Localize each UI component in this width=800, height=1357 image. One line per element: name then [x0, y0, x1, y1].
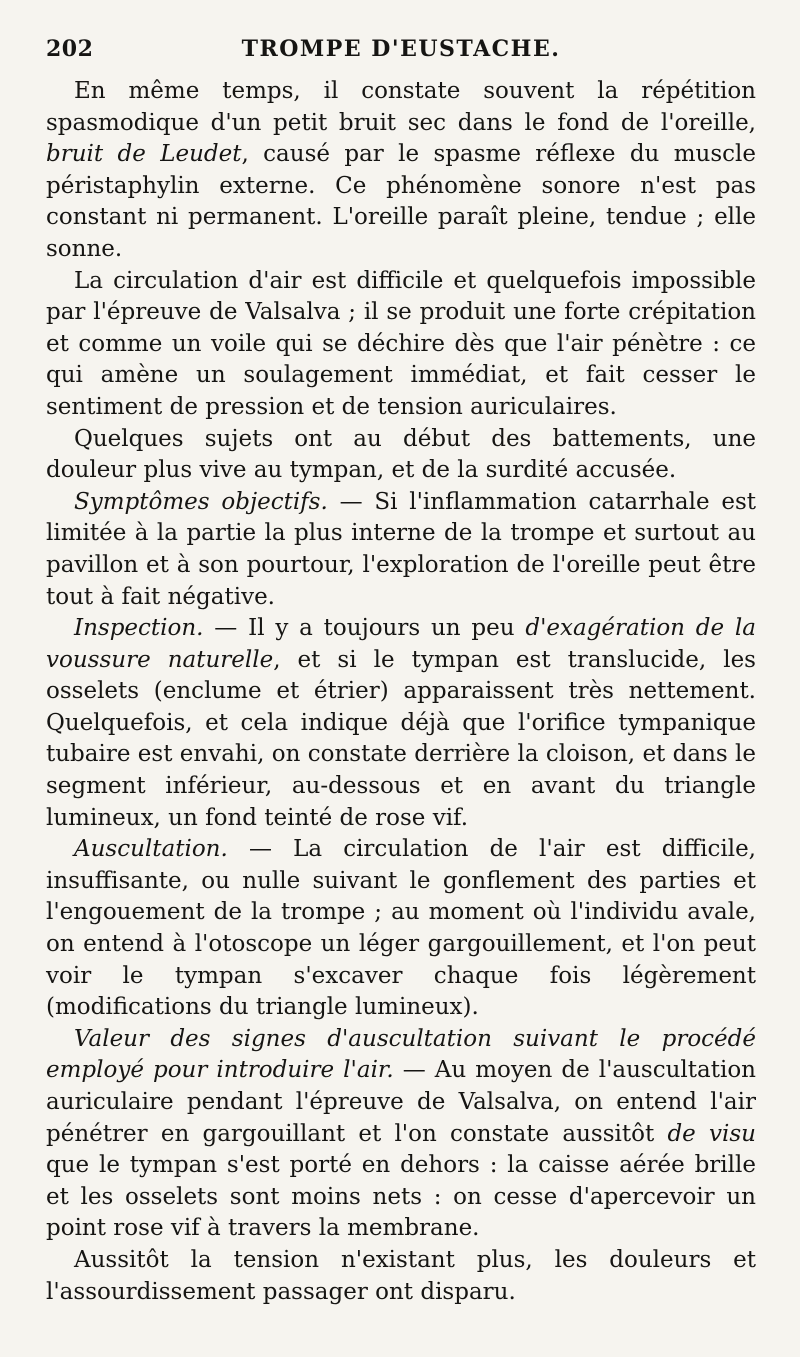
- text-run: que le tympan s'est porté en dehors : la caisse aérée brille et les osselets sont moins nets : on cesse d'apercevoir un point rose vif à travers la membrane.: [46, 1152, 756, 1242]
- text-run: — Au moyen de l'auscultation auriculaire pendant l'épreuve de Valsalva, on entend l'air pénétrer en gargouillant et l'on constate aussitôt: [46, 1057, 756, 1147]
- italic-text: Auscultation.: [74, 836, 228, 863]
- running-title: TROMPE D'EUSTACHE.: [241, 36, 561, 62]
- text-run: Aussitôt la tension n'existant plus, les douleurs et l'assourdissement passager ont disparu.: [46, 1246, 756, 1305]
- italic-text: Symptômes objectifs.: [74, 488, 328, 515]
- text-run: En même temps, il constate souvent la répétition spasmodique d'un petit bruit sec dans le fond de l'oreille,: [46, 78, 756, 136]
- paragraph: [46, 266, 756, 424]
- paragraph: [46, 487, 756, 613]
- paragraph: [46, 834, 756, 1024]
- paragraph: [46, 424, 756, 487]
- text-run: — Il y a toujours un peu: [203, 615, 526, 642]
- italic-text: Inspection.: [74, 615, 204, 642]
- page-number: 202: [46, 36, 94, 62]
- text-run: — La circulation de l'air est difficile, insuffisante, ou nulle suivant le gonflement des parties et l'engouement de la trompe ; au moment où l'individu avale, on entend à l'otoscope un léger gargouillement, et l'on peut voir le tympan s'excaver chaque fois légèrement (modifications du triangle lumineux).: [46, 836, 756, 1021]
- italic-text: bruit de Leudet: [46, 141, 242, 168]
- paragraph: [46, 1245, 756, 1308]
- text-run: — Si l'inflammation catarrhale est limitée à la partie la plus interne de la trompe et surtout au pavillon et à son pourtour, l'exploration de l'oreille peut être tout à fait négative.: [46, 488, 756, 610]
- text-run: Quelques sujets ont au début des battements, une douleur plus vive au tympan, et de la surdité accusée.: [46, 425, 756, 484]
- paragraph: [46, 1024, 756, 1245]
- italic-text: d'exagération de la voussure naturelle: [46, 615, 756, 673]
- paragraph: [46, 76, 756, 266]
- paragraph: [46, 613, 756, 834]
- italic-text: de visu: [667, 1120, 756, 1147]
- body-text: [46, 76, 756, 1308]
- text-run: , causé par le spasme réflexe du muscle péristaphylin externe. Ce phénomène sonore n'est pas constant ni permanent. L'oreille paraît pleine, tendue ; elle sonne.: [46, 141, 756, 262]
- text-run: , et si le tympan est translucide, les osselets (enclume et étrier) apparaissent très nettement. Quelquefois, et cela indique déjà que l'orifice tympanique tubaire est envahi, on constate derrière la cloison, et dans le segment inférieur, au-dessous et en avant du triangle lumineux, un fond teinté de rose vif.: [46, 646, 756, 831]
- italic-text: Valeur des signes d'auscultation suivant le procédé employé pour introduire l'air.: [46, 1025, 756, 1084]
- page-header: [46, 26, 756, 66]
- text-run: La circulation d'air est difficile et quelquefois impossible par l'épreuve de Valsalva ; il se produit une forte crépitation et comme un voile qui se déchire dès que l'air pénètre : ce qui amène un soulagement immédiat, et fait cesser le sentiment de pression et de tension auriculaires.: [46, 267, 756, 420]
